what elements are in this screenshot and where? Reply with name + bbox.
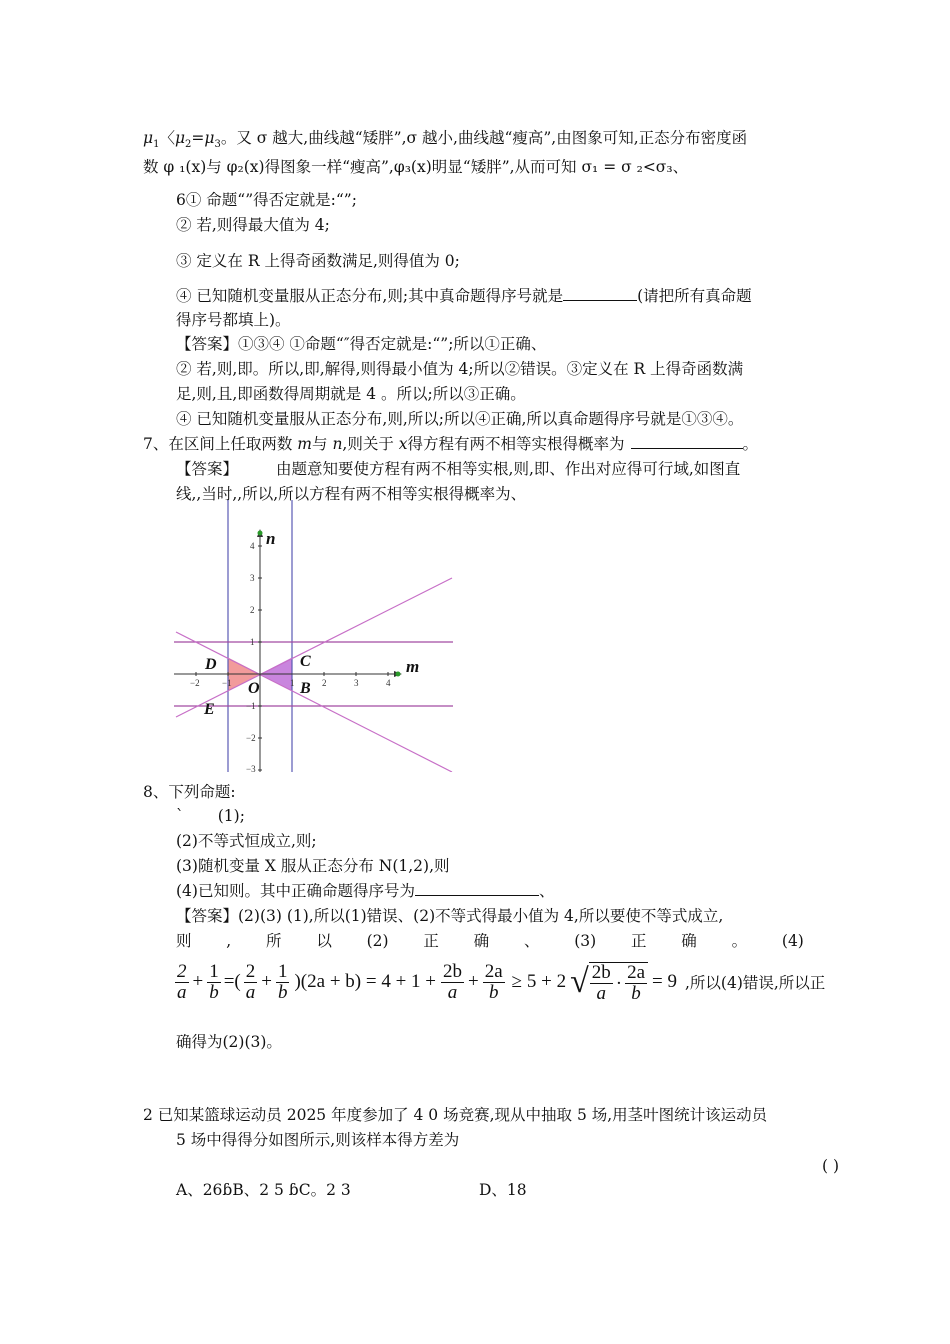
- fraction: [276, 962, 290, 1003]
- q8-answer4: 确得为(2)(3)。: [176, 1033, 282, 1051]
- spaced-char: 所: [266, 932, 282, 950]
- sqrt-sign: √: [570, 963, 589, 1000]
- numerator: 2b: [591, 962, 611, 983]
- denominator: b: [277, 981, 288, 1003]
- q6-answer4: ④ 已知随机变量服从正态分布,则,所以;所以④正确,所以真命题得序号就是①③④。: [176, 410, 744, 428]
- q2-line1: 2 已知某篮球运动员 2025 年度参加了 4 0 场竞赛,现从中抽取 5 场,用茎叶图统计该运动员: [143, 1106, 768, 1124]
- q7-text-d: 得方程有两不相等实根得概率为: [407, 435, 625, 453]
- y-tick-neg3: −3: [246, 764, 256, 772]
- numerator: 2a: [484, 960, 503, 982]
- spaced-char: 以: [316, 932, 332, 950]
- spaced-char: ,: [226, 932, 232, 950]
- line-pos-slope: [176, 578, 452, 717]
- fraction: [244, 962, 258, 1003]
- answer-tag: 【答案】: [176, 460, 239, 478]
- denominator: b: [209, 981, 219, 1003]
- q8-line2: [176, 806, 245, 826]
- mu3: μ: [204, 129, 215, 147]
- denominator: a: [177, 981, 187, 1003]
- para1-text1: 。又 σ 越大,曲线越“矮胖”,σ 越小,曲线越“瘦高”,由图象可知,正态分布密度函: [220, 129, 748, 147]
- spaced-char: 确: [473, 932, 490, 950]
- sub3: 3: [214, 139, 221, 151]
- q6-line4-tail: (请把所有真命题: [637, 287, 752, 305]
- axis-label-n: n: [266, 529, 276, 548]
- q7-text-c: ,则关于: [342, 435, 399, 453]
- feasible-region-graph: [170, 500, 460, 772]
- denominator: b: [631, 983, 641, 1004]
- sqrt-body: [589, 962, 648, 1004]
- point-label-E: E: [204, 701, 215, 718]
- x-tick-4: 4: [386, 678, 391, 688]
- denominator: b: [488, 981, 499, 1003]
- dot-operator: ·: [615, 972, 623, 994]
- var-m: m: [297, 435, 312, 453]
- x-tick-neg1: −1: [222, 678, 232, 688]
- denominator: a: [596, 983, 606, 1004]
- para1-line2: 数 φ ₁(x)与 φ₂(x)得图象一样“瘦高”,φ₃(x)明显“矮胖”,从而可知 σ₁ = σ ₂<σ₃、: [143, 158, 689, 176]
- y-tick-4: 4: [250, 541, 255, 551]
- eq-sign: =: [191, 129, 205, 147]
- q6-line4: [176, 286, 752, 306]
- q8-line4: (3)随机变量 X 服从正态分布 N(1,2),则: [176, 857, 450, 875]
- sub2: 2: [185, 139, 192, 151]
- geq-expression: ≥ 5 + 2: [511, 971, 567, 992]
- lt-sign: 〈: [159, 129, 175, 147]
- point-label-O: O: [248, 680, 260, 697]
- q8-answer1: 【答案】(2)(3) (1),所以(1)错误、(2)不等式得最小值为 4,所以要使不等式成立,: [176, 907, 724, 925]
- q8-line5-tail: 、: [538, 882, 555, 900]
- q7-answer2: 线,,当时,,所以,所以方程有两不相等实根得概率为、: [176, 485, 527, 503]
- q8-line3: (2)不等式恒成立,则;: [176, 832, 317, 850]
- q8-line5: [176, 881, 554, 901]
- numerator: 2: [177, 960, 187, 982]
- fraction: [625, 963, 647, 1004]
- axis-label-m: m: [406, 657, 420, 676]
- x-tick-neg2: −2: [190, 678, 200, 688]
- q2-option-d: D、18: [479, 1181, 527, 1199]
- q7-answer-text: 由题意知要使方程有两不相等实根,则,即、作出对应得可行域,如图直: [276, 460, 741, 478]
- fraction: [483, 962, 505, 1003]
- q2-line2: 5 场中得得分如图所示,则该样本得方差为: [176, 1131, 460, 1149]
- q6-line3: ③ 定义在 R 上得奇函数满足,则得值为 0;: [176, 252, 460, 270]
- numerator: 1: [277, 960, 288, 982]
- point-label-C: C: [300, 653, 311, 670]
- x-tick-1: 1: [290, 678, 295, 688]
- plus-sign: +: [468, 971, 479, 992]
- sub1: 1: [153, 139, 160, 151]
- fraction: [441, 962, 464, 1003]
- denominator: a: [447, 981, 458, 1003]
- q8-answer2: [176, 931, 804, 951]
- q6-line1: 6① 命题“”得否定就是:“”;: [176, 191, 357, 209]
- line-neg-slope: [176, 632, 452, 772]
- numerator: 2a: [627, 962, 646, 983]
- y-tick-neg2: −2: [246, 733, 256, 743]
- mu2: μ: [174, 129, 186, 147]
- plus-sign: +: [261, 971, 272, 992]
- x-tick-2: 2: [322, 678, 327, 688]
- x-tick-3: 3: [354, 678, 359, 688]
- q7-text-b: 与: [312, 435, 333, 453]
- q7-text-a: 7、在区间上任取两数: [143, 435, 298, 453]
- q6-line5: 得序号都填上)。: [176, 311, 291, 329]
- spaced-char: (4): [781, 932, 804, 950]
- backtick: `: [176, 807, 184, 825]
- q7-answer1: [176, 459, 740, 479]
- spaced-char: (3): [574, 932, 597, 950]
- spaced-char: (2): [366, 932, 389, 950]
- y-tick-1: 1: [250, 637, 255, 647]
- q7-text-e: 。: [742, 435, 759, 453]
- q6-line4-text: ④ 已知随机变量服从正态分布,则;其中真命题得序号就是: [176, 287, 564, 305]
- y-tick-2: 2: [250, 605, 255, 615]
- spaced-char: 、: [523, 932, 540, 950]
- q2-options-abc: A、26ɓB、2 5 ɓC。2 3: [176, 1181, 351, 1199]
- q6-answer2: ② 若,则,即。所以,即,解得,则得最小值为 4;所以②错误。③定义在 R 上得奇函数满: [176, 360, 744, 378]
- numerator: 2b: [443, 960, 463, 982]
- spaced-char: 。: [731, 932, 748, 950]
- spaced-char: 正: [631, 932, 647, 950]
- point-label-B: B: [300, 680, 311, 697]
- y-tick-neg1: −1: [246, 701, 256, 711]
- mu1: μ: [143, 129, 154, 147]
- expression-mid: )(2a + b) = 4 + 1 +: [294, 971, 437, 992]
- formula-line: [174, 954, 825, 1010]
- denominator: a: [245, 981, 256, 1003]
- fraction: [207, 962, 221, 1003]
- plus-sign: +: [192, 971, 204, 992]
- fraction: [590, 963, 613, 1004]
- var-x: x: [398, 435, 408, 453]
- q6-line2: ② 若,则得最大值为 4;: [176, 216, 330, 234]
- formula-tail-text: ,所以(4)错误,所以正: [684, 974, 826, 992]
- point-label-D: D: [205, 656, 217, 673]
- spaced-char: 正: [423, 932, 439, 950]
- q6-answer1: 【答案】①③④ ①命题“″得否定就是:“”;所以①正确、: [176, 335, 547, 353]
- answer-blank: [563, 286, 637, 301]
- numerator: 2: [245, 960, 256, 982]
- q6-answer3: 足,则,且,即函数得周期就是 4 。所以;所以③正确。: [176, 385, 526, 403]
- answer-blank: [631, 434, 743, 449]
- y-tick-3: 3: [250, 573, 255, 583]
- answer-blank: [415, 881, 539, 896]
- q8-item1: (1);: [217, 807, 245, 825]
- var-n: n: [332, 435, 343, 453]
- para1-line1: [143, 128, 747, 155]
- equals-nine: = 9: [652, 971, 677, 992]
- q8-line5-text: (4)已知则。其中正确命题得序号为: [176, 882, 415, 900]
- spaced-char: 则: [176, 932, 192, 950]
- fraction: [175, 962, 189, 1003]
- equals-paren: =(: [223, 971, 241, 992]
- q7-line1: [143, 434, 758, 454]
- q8-line1: 8、下列命题:: [143, 783, 236, 801]
- answer-paren: ( ): [822, 1157, 840, 1175]
- numerator: 1: [209, 960, 219, 982]
- spaced-char: 确: [681, 932, 697, 950]
